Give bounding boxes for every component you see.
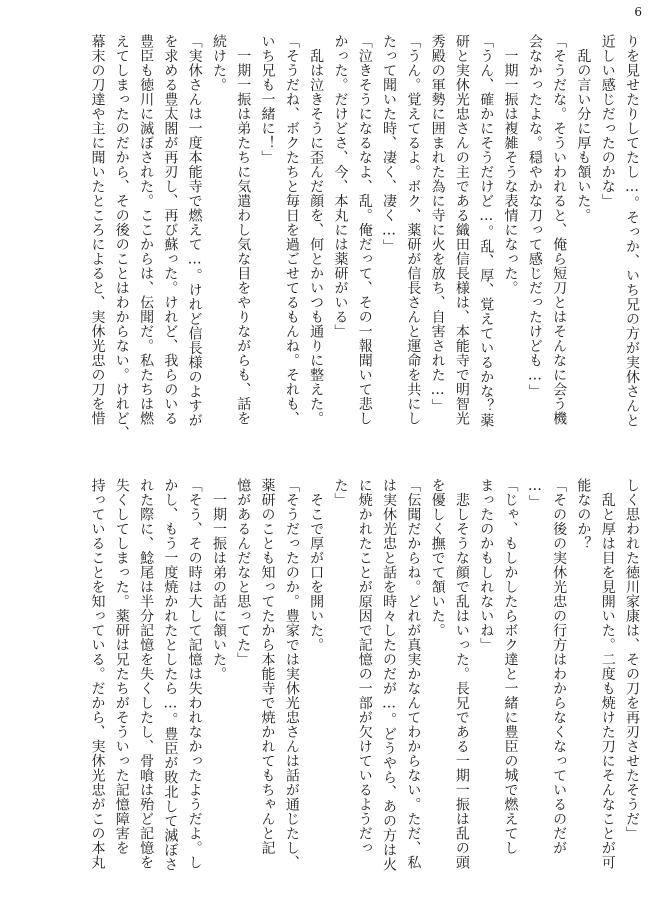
text-line: えてしまったのだから、その後のことはわからない。けれど、	[113, 34, 130, 440]
text-line: 一期一振は弟の話に頷いた。	[210, 478, 227, 681]
text-line: 「うん、確かにそうだけど…。乱、厚、覚えているかな？薬	[478, 34, 495, 428]
text-line: 能なのか？	[575, 478, 592, 551]
text-line: 「泣きそうになるなよ、乱。俺だって、その一報聞いて悲し	[356, 34, 373, 426]
text-line: 会なかったよな。穏やかな刀って感じだったけども…」	[526, 34, 543, 399]
text-line: 憶があるんだなと思ってた」	[235, 478, 252, 667]
text-line: 失くしてしまった。薬研は兄たちがそういった記憶障害を	[113, 478, 130, 855]
text-line: …」	[526, 478, 543, 509]
text-line: を優しく撫でて頷いた。	[429, 478, 446, 638]
text-line: 秀殿の軍勢に囲まれた為に寺に火を放ち、自害された…」	[429, 34, 446, 413]
text-line: 研と実休光忠さんの主である織田信長様は、本能寺で明智光	[453, 34, 470, 426]
upper-text-block	[54, 34, 644, 454]
text-line: 一期一振は弟たちに気遣わし気な目をやりながらも、話を	[235, 34, 252, 426]
text-line: た」	[332, 478, 349, 507]
text-line: 乱の言い分に厚も頷いた。	[575, 34, 592, 223]
text-line: 「うん。覚えてるよ。ボク、薬研が信長さんと運命を共にし	[405, 34, 422, 426]
text-line: れた際に、鯰尾は半分記憶を失くしたし、骨喰は殆ど記憶を	[138, 478, 155, 870]
text-line: 「じゃ、もしかしたらボク達と一緒に豊臣の城で燃えてし	[502, 478, 519, 855]
text-line: 持っていることを知っている。だから、実休光忠がこの本丸	[89, 478, 106, 870]
text-line: 続けた。	[210, 34, 227, 92]
text-line: しく思われた徳川家康は、その刀を再刃させたそうだ」	[624, 478, 640, 841]
text-line: は実休光忠と話を時々したのだが…。どうやら、あの方は火	[381, 478, 398, 872]
text-line: 「実休さんは一度本能寺で燃えて…。けれど信長様のよすが	[186, 34, 203, 428]
text-line: 幕末の刀達や主に聞いたところによると、実休光忠の刀を惜	[89, 34, 106, 426]
text-line: 「そうだったのか。豊家では実休光忠さんは話が通じたし、	[283, 478, 300, 870]
text-line: いち兄も一緒に！」	[259, 34, 276, 165]
text-line: かし、もう一度焼かれたとしたら…。豊臣が敗北して滅ぼさ	[162, 478, 179, 872]
text-line: 「そう、その時は大して記憶は失われなかったようだよ。し	[186, 478, 203, 870]
text-line: 「そうだね、ボクたちと毎日を過ごせてるもんね。それも、	[283, 34, 300, 426]
text-line: そこで厚が口を開いた。	[308, 478, 325, 652]
text-line: かった。だけどさ、今、本丸には薬研がいる」	[332, 34, 349, 339]
text-line: 一期一振は複雑そうな表情になった。	[502, 34, 519, 295]
text-line: 薬研のことも知ってたから本能寺で焼かれてもちゃんと記	[259, 478, 276, 855]
text-line: 悲しそうな顔で乱はいった。長兄である一期一振は乱の頭	[453, 478, 470, 870]
text-line: 豊臣も徳川に滅ぼされた。ここからは、伝聞だ。私たちは燃	[138, 34, 155, 426]
text-line: 乱は泣きそうに歪んだ顔を、何とかいつも通りに整えた。	[308, 34, 325, 426]
text-line: 乱と厚は目を見開いた。二度も焼けた刀にそんなことが可	[599, 478, 616, 870]
page-number: 6	[634, 5, 642, 19]
text-line: たって聞いた時、凄く、凄く…」	[381, 34, 398, 254]
text-line: 近しい感じだったのかな」	[599, 34, 616, 208]
text-line: 「伝聞だからね。どれが真実かなんてわからない。ただ、私	[405, 478, 422, 870]
lower-text-block	[54, 478, 644, 898]
text-line: を求める豊太閤が再刃し、再び蘇った。けれど、我らのいる	[162, 34, 179, 426]
text-line: に焼かれたことが原因で記憶の一部が欠けているようだっ	[356, 478, 373, 855]
text-line: まったのかもしれないね」	[478, 478, 495, 652]
text-line: 「そうだな。そういわれると、俺ら短刀とはそんなに会う機	[551, 34, 568, 426]
text-line: りを見せたりしてたし…。そっか、いち兄の方が実休さんと	[624, 34, 640, 428]
text-line: 「その後の実休光忠の行方はわからなくなっているのだが	[551, 478, 568, 855]
